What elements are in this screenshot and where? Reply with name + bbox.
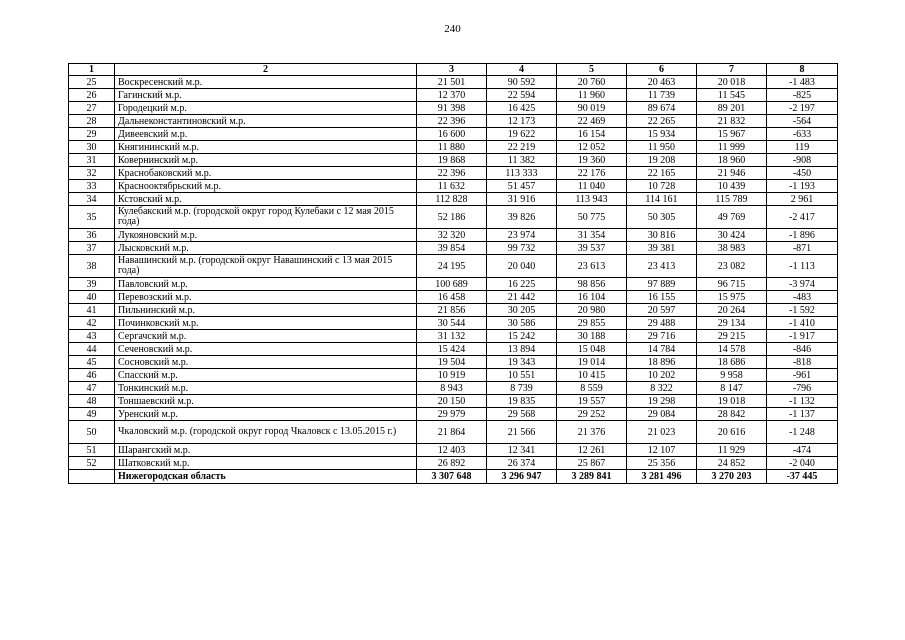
table-row [69, 115, 838, 128]
value-cell-col-6: 29 084 [627, 408, 697, 421]
value-cell-col-3: 21 856 [417, 304, 487, 317]
value-cell-col-7: 14 578 [697, 343, 767, 356]
district-name: Дивеевский м.р. [115, 128, 417, 141]
value-cell-col-4: 13 894 [487, 343, 557, 356]
table-row [69, 128, 838, 141]
value-cell-col-4: 12 341 [487, 444, 557, 457]
value-cell-col-3: 11 632 [417, 180, 487, 193]
row-number: 36 [69, 229, 115, 242]
district-name: Воскресенский м.р. [115, 76, 417, 89]
row-number: 44 [69, 343, 115, 356]
value-cell-col-6: 16 155 [627, 291, 697, 304]
value-cell-col-5: 15 048 [557, 343, 627, 356]
value-cell-col-3: 30 544 [417, 317, 487, 330]
column-header: 7 [697, 64, 767, 76]
value-cell-col-8: -818 [767, 356, 838, 369]
district-name: Шатковский м.р. [115, 457, 417, 470]
value-cell-col-4: 31 916 [487, 193, 557, 206]
value-cell-col-8: -2 417 [767, 206, 838, 229]
row-number: 37 [69, 242, 115, 255]
value-cell-col-7: 49 769 [697, 206, 767, 229]
data-table [68, 63, 838, 484]
value-cell-col-6: 29 716 [627, 330, 697, 343]
table-row [69, 421, 838, 444]
district-name: Спасский м.р. [115, 369, 417, 382]
value-cell-col-8: -1 896 [767, 229, 838, 242]
value-cell-col-7: 96 715 [697, 278, 767, 291]
row-number: 39 [69, 278, 115, 291]
value-cell-col-8: -1 483 [767, 76, 838, 89]
district-name: Пильнинский м.р. [115, 304, 417, 317]
value-cell-col-5: 39 537 [557, 242, 627, 255]
row-number: 27 [69, 102, 115, 115]
value-cell-col-4: 113 333 [487, 167, 557, 180]
district-name: Навашинский м.р. (городской округ Навашинский с 13 мая 2015 года) [115, 255, 417, 278]
value-cell-col-6: 21 023 [627, 421, 697, 444]
row-number: 26 [69, 89, 115, 102]
value-cell-col-5: 10 415 [557, 369, 627, 382]
value-cell-col-5: 12 052 [557, 141, 627, 154]
value-cell-col-6: 30 816 [627, 229, 697, 242]
value-cell-col-3: 11 880 [417, 141, 487, 154]
value-cell-col-8: -3 974 [767, 278, 838, 291]
value-cell-col-4: 21 566 [487, 421, 557, 444]
value-cell-col-5: 21 376 [557, 421, 627, 444]
value-cell-col-4: 99 732 [487, 242, 557, 255]
value-cell-col-8: -1 592 [767, 304, 838, 317]
value-cell-col-6: 97 889 [627, 278, 697, 291]
column-header: 2 [115, 64, 417, 76]
value-cell-col-8: -2 040 [767, 457, 838, 470]
value-cell-col-3: 8 943 [417, 382, 487, 395]
total-row [69, 470, 838, 484]
table-row [69, 304, 838, 317]
value-cell-col-5: 8 559 [557, 382, 627, 395]
value-cell-col-7: 28 842 [697, 408, 767, 421]
value-cell-col-4: 10 551 [487, 369, 557, 382]
row-number: 32 [69, 167, 115, 180]
value-cell-col-7: 9 958 [697, 369, 767, 382]
table-row [69, 167, 838, 180]
value-cell-col-3: 10 919 [417, 369, 487, 382]
value-cell-col-3: 12 370 [417, 89, 487, 102]
district-name: Чкаловский м.р. (городской округ город Чкаловск с 13.05.2015 г.) [115, 421, 417, 444]
value-cell-col-7: 21 832 [697, 115, 767, 128]
value-cell-col-5: 29 855 [557, 317, 627, 330]
value-cell-col-4: 21 442 [487, 291, 557, 304]
value-cell-col-6: 10 728 [627, 180, 697, 193]
value-cell-col-5: 19 360 [557, 154, 627, 167]
value-cell-col-7: 3 270 203 [697, 470, 767, 484]
value-cell-col-7: 21 946 [697, 167, 767, 180]
value-cell-col-3: 32 320 [417, 229, 487, 242]
row-number: 40 [69, 291, 115, 304]
value-cell-col-6: 3 281 496 [627, 470, 697, 484]
value-cell-col-7: 115 789 [697, 193, 767, 206]
column-header: 8 [767, 64, 838, 76]
value-cell-col-7: 15 967 [697, 128, 767, 141]
value-cell-col-3: 22 396 [417, 167, 487, 180]
district-name: Шарангский м.р. [115, 444, 417, 457]
row-number: 30 [69, 141, 115, 154]
district-name: Павловский м.р. [115, 278, 417, 291]
table-row [69, 154, 838, 167]
value-cell-col-8: -1 132 [767, 395, 838, 408]
value-cell-col-6: 23 413 [627, 255, 697, 278]
value-cell-col-8: -474 [767, 444, 838, 457]
value-cell-col-3: 21 864 [417, 421, 487, 444]
value-cell-col-6: 89 674 [627, 102, 697, 115]
value-cell-col-5: 16 154 [557, 128, 627, 141]
value-cell-col-6: 20 597 [627, 304, 697, 317]
value-cell-col-7: 18 960 [697, 154, 767, 167]
value-cell-col-6: 29 488 [627, 317, 697, 330]
value-cell-col-5: 12 261 [557, 444, 627, 457]
district-name: Краснобаковский м.р. [115, 167, 417, 180]
value-cell-col-4: 15 242 [487, 330, 557, 343]
table-row [69, 76, 838, 89]
value-cell-col-7: 23 082 [697, 255, 767, 278]
value-cell-col-8: -1 410 [767, 317, 838, 330]
column-header: 6 [627, 64, 697, 76]
table-row [69, 408, 838, 421]
value-cell-col-7: 29 134 [697, 317, 767, 330]
value-cell-col-6: 14 784 [627, 343, 697, 356]
value-cell-col-8: -564 [767, 115, 838, 128]
row-number: 45 [69, 356, 115, 369]
column-header: 5 [557, 64, 627, 76]
value-cell-col-5: 113 943 [557, 193, 627, 206]
value-cell-col-8: -483 [767, 291, 838, 304]
district-name: Тонкинский м.р. [115, 382, 417, 395]
value-cell-col-4: 11 382 [487, 154, 557, 167]
value-cell-col-5: 11 960 [557, 89, 627, 102]
value-cell-col-3: 21 501 [417, 76, 487, 89]
value-cell-col-8: -961 [767, 369, 838, 382]
value-cell-col-6: 11 950 [627, 141, 697, 154]
district-name: Тоншаевский м.р. [115, 395, 417, 408]
value-cell-col-4: 16 425 [487, 102, 557, 115]
district-name: Сосновский м.р. [115, 356, 417, 369]
value-cell-col-8: -37 445 [767, 470, 838, 484]
table-header-row [69, 64, 838, 76]
value-cell-col-6: 25 356 [627, 457, 697, 470]
value-cell-col-7: 11 999 [697, 141, 767, 154]
value-cell-col-8: -871 [767, 242, 838, 255]
value-cell-col-6: 20 463 [627, 76, 697, 89]
value-cell-col-4: 29 568 [487, 408, 557, 421]
table-row [69, 229, 838, 242]
value-cell-col-4: 19 343 [487, 356, 557, 369]
table-row [69, 457, 838, 470]
value-cell-col-8: -2 197 [767, 102, 838, 115]
table-row [69, 141, 838, 154]
row-number: 51 [69, 444, 115, 457]
table-row [69, 330, 838, 343]
value-cell-col-6: 15 934 [627, 128, 697, 141]
value-cell-col-4: 3 296 947 [487, 470, 557, 484]
value-cell-col-5: 90 019 [557, 102, 627, 115]
value-cell-col-8: -908 [767, 154, 838, 167]
value-cell-col-3: 24 195 [417, 255, 487, 278]
district-name: Кулебакский м.р. (городской округ город Кулебаки с 12 мая 2015 года) [115, 206, 417, 229]
value-cell-col-3: 52 186 [417, 206, 487, 229]
value-cell-col-5: 19 557 [557, 395, 627, 408]
value-cell-col-3: 16 458 [417, 291, 487, 304]
table-row [69, 89, 838, 102]
value-cell-col-4: 30 205 [487, 304, 557, 317]
value-cell-col-7: 20 264 [697, 304, 767, 317]
value-cell-col-5: 3 289 841 [557, 470, 627, 484]
district-name: Уренский м.р. [115, 408, 417, 421]
district-name: Кстовский м.р. [115, 193, 417, 206]
value-cell-col-8: -633 [767, 128, 838, 141]
page-number: 240 [444, 23, 461, 35]
district-name: Гагинский м.р. [115, 89, 417, 102]
table-row [69, 193, 838, 206]
district-name: Нижегородская область [115, 470, 417, 484]
value-cell-col-3: 19 868 [417, 154, 487, 167]
row-number: 49 [69, 408, 115, 421]
table-body [69, 76, 838, 484]
value-cell-col-7: 8 147 [697, 382, 767, 395]
value-cell-col-3: 29 979 [417, 408, 487, 421]
row-number: 38 [69, 255, 115, 278]
row-number: 46 [69, 369, 115, 382]
table-row [69, 382, 838, 395]
district-name: Перевозский м.р. [115, 291, 417, 304]
table-row [69, 395, 838, 408]
table-row [69, 102, 838, 115]
row-number: 34 [69, 193, 115, 206]
value-cell-col-8: -1 137 [767, 408, 838, 421]
value-cell-col-5: 98 856 [557, 278, 627, 291]
value-cell-col-8: -796 [767, 382, 838, 395]
value-cell-col-4: 16 225 [487, 278, 557, 291]
value-cell-col-3: 20 150 [417, 395, 487, 408]
value-cell-col-5: 23 613 [557, 255, 627, 278]
value-cell-col-7: 20 616 [697, 421, 767, 444]
row-number: 28 [69, 115, 115, 128]
value-cell-col-8: -1 248 [767, 421, 838, 444]
row-number: 25 [69, 76, 115, 89]
value-cell-col-5: 20 980 [557, 304, 627, 317]
value-cell-col-6: 18 896 [627, 356, 697, 369]
value-cell-col-3: 12 403 [417, 444, 487, 457]
value-cell-col-4: 19 622 [487, 128, 557, 141]
value-cell-col-5: 31 354 [557, 229, 627, 242]
row-number: 47 [69, 382, 115, 395]
value-cell-col-6: 50 305 [627, 206, 697, 229]
value-cell-col-6: 22 165 [627, 167, 697, 180]
value-cell-col-3: 39 854 [417, 242, 487, 255]
row-number: 52 [69, 457, 115, 470]
value-cell-col-5: 20 760 [557, 76, 627, 89]
district-name: Краснооктябрьский м.р. [115, 180, 417, 193]
value-cell-col-8: -1 113 [767, 255, 838, 278]
value-cell-col-7: 29 215 [697, 330, 767, 343]
value-cell-col-7: 38 983 [697, 242, 767, 255]
row-number: 29 [69, 128, 115, 141]
value-cell-col-7: 19 018 [697, 395, 767, 408]
district-name: Сеченовский м.р. [115, 343, 417, 356]
value-cell-col-4: 19 835 [487, 395, 557, 408]
value-cell-col-5: 25 867 [557, 457, 627, 470]
value-cell-col-3: 91 398 [417, 102, 487, 115]
value-cell-col-3: 26 892 [417, 457, 487, 470]
value-cell-col-8: 119 [767, 141, 838, 154]
value-cell-col-8: 2 961 [767, 193, 838, 206]
value-cell-col-8: -1 917 [767, 330, 838, 343]
value-cell-col-8: -1 193 [767, 180, 838, 193]
column-header: 4 [487, 64, 557, 76]
table-row [69, 317, 838, 330]
row-number: 48 [69, 395, 115, 408]
value-cell-col-3: 100 689 [417, 278, 487, 291]
table-row [69, 242, 838, 255]
value-cell-col-6: 114 161 [627, 193, 697, 206]
table-row [69, 356, 838, 369]
value-cell-col-5: 16 104 [557, 291, 627, 304]
value-cell-col-7: 10 439 [697, 180, 767, 193]
value-cell-col-6: 11 739 [627, 89, 697, 102]
district-name: Сергачский м.р. [115, 330, 417, 343]
district-name: Ковернинский м.р. [115, 154, 417, 167]
value-cell-col-4: 26 374 [487, 457, 557, 470]
value-cell-col-5: 19 014 [557, 356, 627, 369]
district-name: Лысковский м.р. [115, 242, 417, 255]
table-row [69, 206, 838, 229]
row-number: 41 [69, 304, 115, 317]
row-number: 42 [69, 317, 115, 330]
table-row [69, 343, 838, 356]
table-row [69, 255, 838, 278]
district-name: Починковский м.р. [115, 317, 417, 330]
value-cell-col-7: 30 424 [697, 229, 767, 242]
value-cell-col-4: 22 594 [487, 89, 557, 102]
value-cell-col-6: 12 107 [627, 444, 697, 457]
value-cell-col-5: 22 176 [557, 167, 627, 180]
value-cell-col-7: 24 852 [697, 457, 767, 470]
value-cell-col-6: 39 381 [627, 242, 697, 255]
district-name: Княгининский м.р. [115, 141, 417, 154]
value-cell-col-4: 23 974 [487, 229, 557, 242]
value-cell-col-7: 15 975 [697, 291, 767, 304]
value-cell-col-3: 3 307 648 [417, 470, 487, 484]
value-cell-col-4: 30 586 [487, 317, 557, 330]
value-cell-col-8: -825 [767, 89, 838, 102]
value-cell-col-4: 8 739 [487, 382, 557, 395]
district-name: Лукояновский м.р. [115, 229, 417, 242]
value-cell-col-4: 22 219 [487, 141, 557, 154]
column-header: 1 [69, 64, 115, 76]
value-cell-col-3: 112 828 [417, 193, 487, 206]
value-cell-col-8: -450 [767, 167, 838, 180]
value-cell-col-3: 16 600 [417, 128, 487, 141]
table-row [69, 369, 838, 382]
value-cell-col-6: 10 202 [627, 369, 697, 382]
value-cell-col-3: 19 504 [417, 356, 487, 369]
value-cell-col-6: 22 265 [627, 115, 697, 128]
value-cell-col-3: 15 424 [417, 343, 487, 356]
row-number: 43 [69, 330, 115, 343]
column-header: 3 [417, 64, 487, 76]
district-name: Дальнеконстантиновский м.р. [115, 115, 417, 128]
value-cell-col-4: 20 040 [487, 255, 557, 278]
table-row [69, 291, 838, 304]
value-cell-col-6: 19 208 [627, 154, 697, 167]
table-row [69, 278, 838, 291]
value-cell-col-4: 12 173 [487, 115, 557, 128]
value-cell-col-5: 50 775 [557, 206, 627, 229]
row-number: 31 [69, 154, 115, 167]
value-cell-col-7: 11 929 [697, 444, 767, 457]
district-name: Городецкий м.р. [115, 102, 417, 115]
table-row [69, 444, 838, 457]
value-cell-col-3: 31 132 [417, 330, 487, 343]
value-cell-col-6: 8 322 [627, 382, 697, 395]
value-cell-col-5: 11 040 [557, 180, 627, 193]
value-cell-col-3: 22 396 [417, 115, 487, 128]
row-number: 50 [69, 421, 115, 444]
table-row [69, 180, 838, 193]
row-number: 33 [69, 180, 115, 193]
value-cell-col-4: 51 457 [487, 180, 557, 193]
value-cell-col-7: 18 686 [697, 356, 767, 369]
value-cell-col-7: 89 201 [697, 102, 767, 115]
value-cell-col-5: 22 469 [557, 115, 627, 128]
value-cell-col-8: -846 [767, 343, 838, 356]
value-cell-col-5: 30 188 [557, 330, 627, 343]
row-number [69, 470, 115, 484]
value-cell-col-5: 29 252 [557, 408, 627, 421]
value-cell-col-6: 19 298 [627, 395, 697, 408]
value-cell-col-7: 11 545 [697, 89, 767, 102]
value-cell-col-7: 20 018 [697, 76, 767, 89]
row-number: 35 [69, 206, 115, 229]
value-cell-col-4: 39 826 [487, 206, 557, 229]
value-cell-col-4: 90 592 [487, 76, 557, 89]
